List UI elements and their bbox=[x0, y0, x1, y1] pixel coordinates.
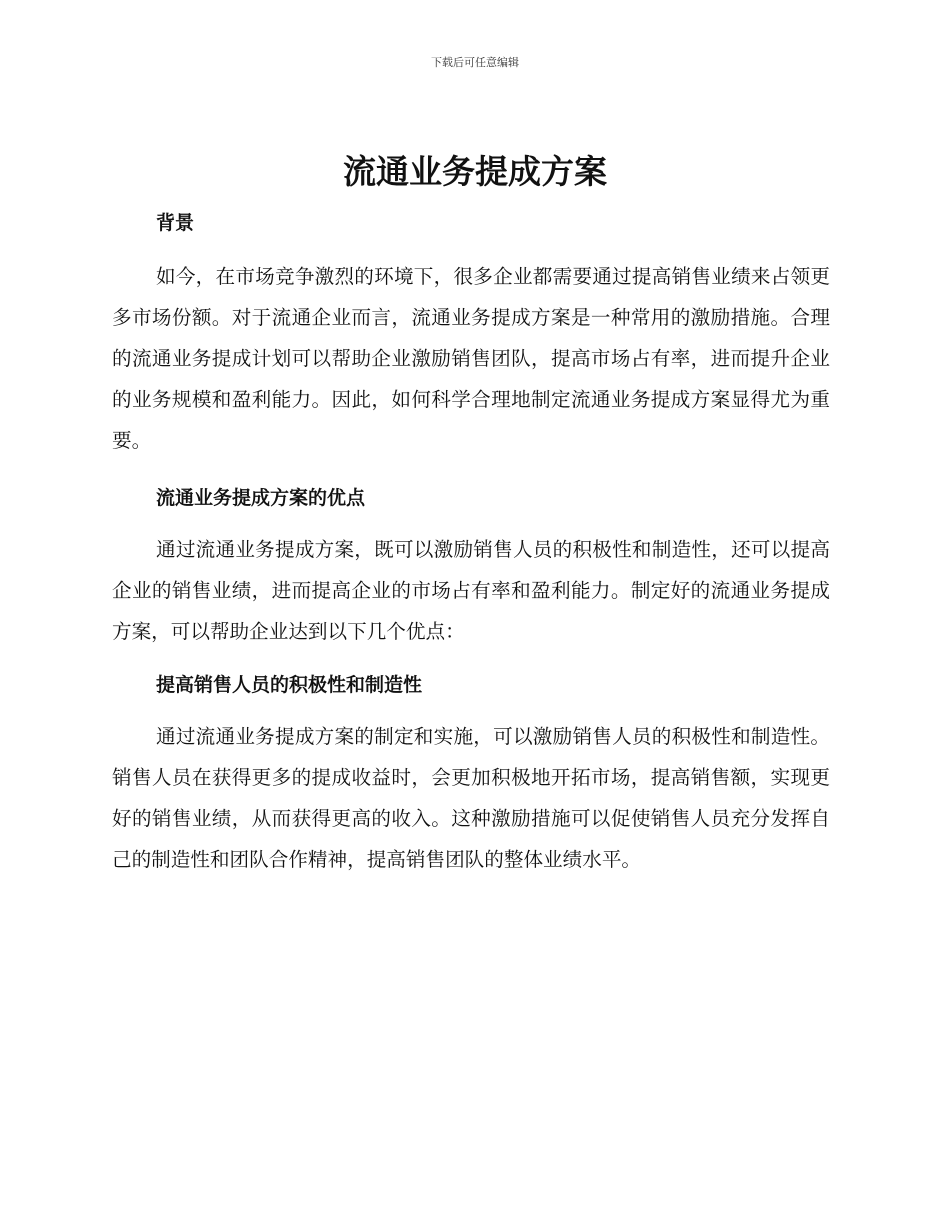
section-heading-motivation: 提高销售人员的积极性和制造性 bbox=[156, 674, 423, 696]
section-paragraph-motivation: 通过流通业务提成方案的制定和实施，可以激励销售人员的积极性和制造性。销售人员在获得更多的提成收益时，会更加积极地开拓市场，提高销售额，实现更好的销售业绩，从而获得更高的收入。这种激励措施可以促使销售人员充分发挥自己的制造性和团队合作精神，提高销售团队的整体业绩水平。 bbox=[112, 725, 830, 871]
section-paragraph-background: 如今，在市场竞争激烈的环境下，很多企业都需要通过提高销售业绩来占领更多市场份额。对于流通企业而言，流通业务提成方案是一种常用的激励措施。合理的流通业务提成计划可以帮助企业激励销售团队，提高市场占有率，进而提升企业的业务规模和盈利能力。因此，如何科学合理地制定流通业务提成方案显得尤为重要。 bbox=[112, 265, 830, 452]
section-heading-advantages: 流通业务提成方案的优点 bbox=[156, 487, 366, 509]
document-title: 流通业务提成方案 bbox=[343, 152, 607, 191]
page-header: 下载后可任意编辑 bbox=[431, 56, 519, 69]
document-body bbox=[112, 200, 830, 880]
section-heading-background: 背景 bbox=[156, 212, 195, 234]
section-paragraph-advantages: 通过流通业务提成方案，既可以激励销售人员的积极性和制造性，还可以提高企业的销售业绩，进而提高企业的市场占有率和盈利能力。制定好的流通业务提成方案，可以帮助企业达到以下几个优点： bbox=[112, 538, 830, 643]
